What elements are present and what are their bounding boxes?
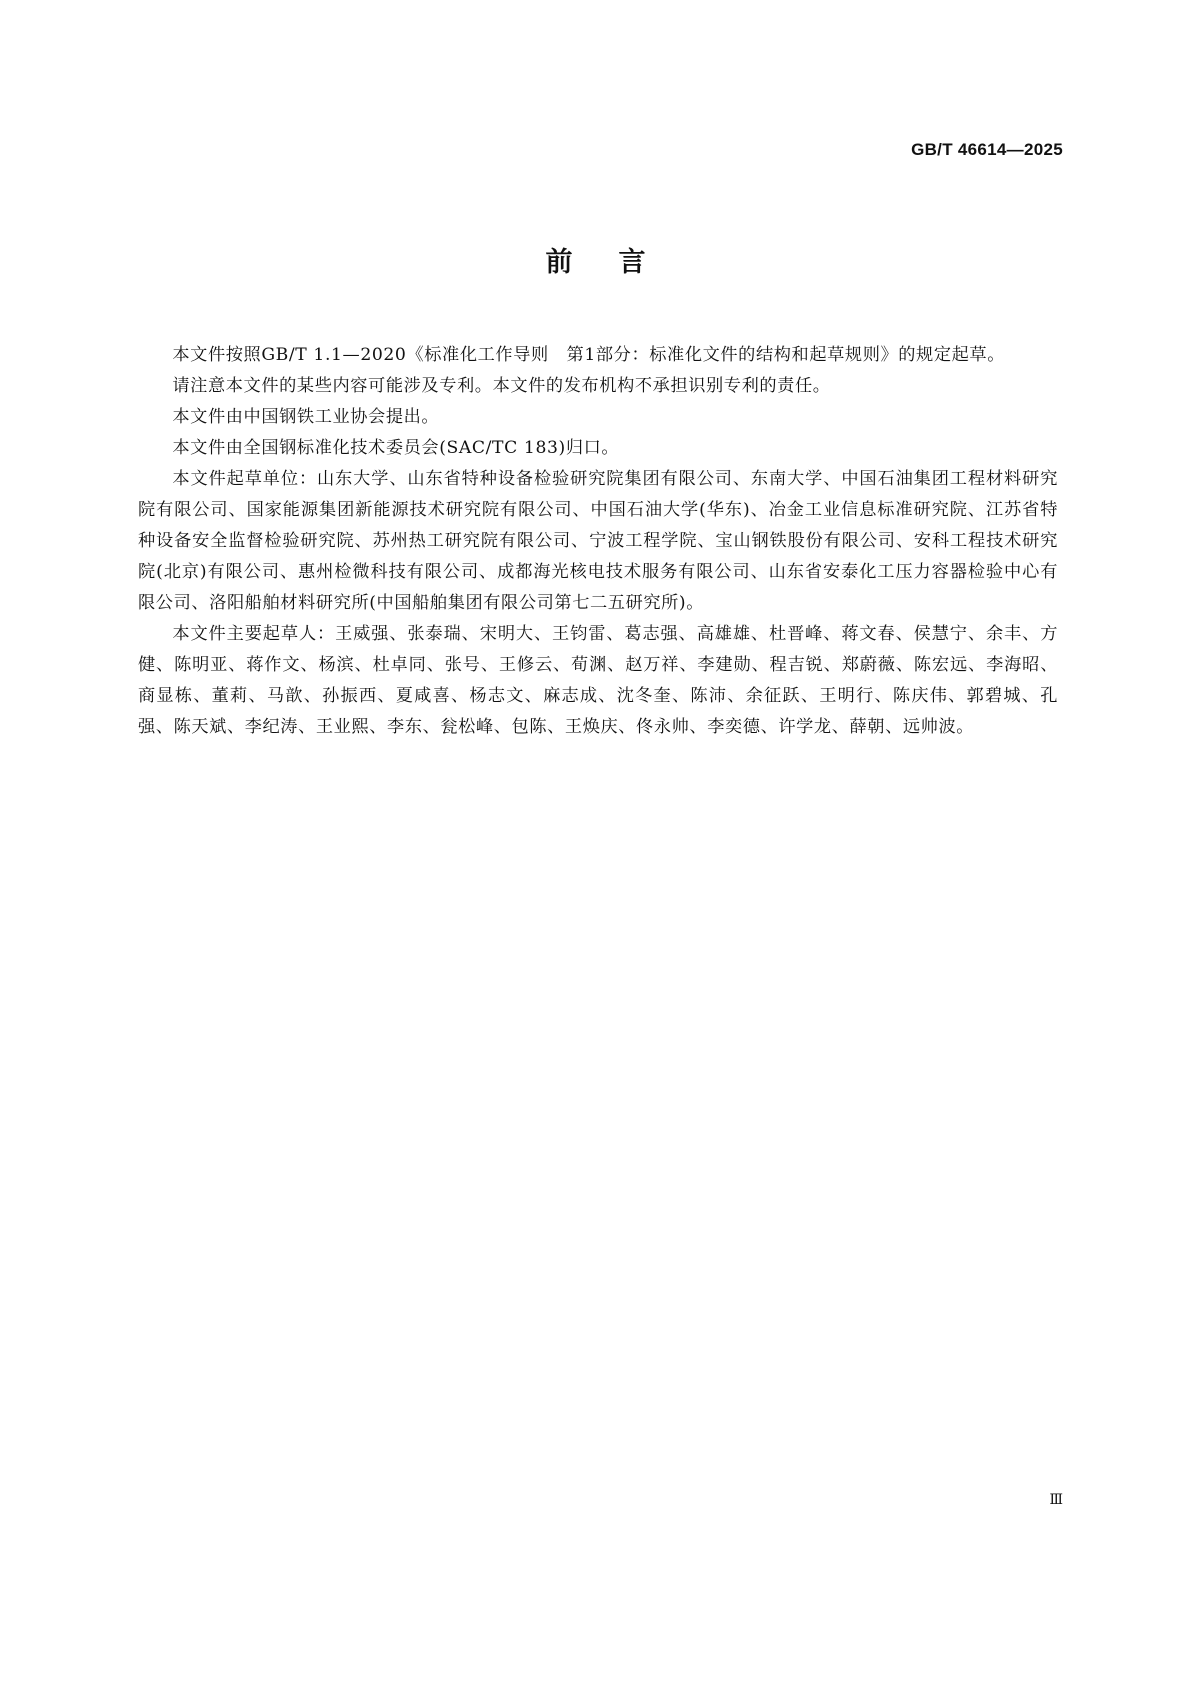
preface-body <box>138 340 1058 743</box>
paragraph-technical-committee: 本文件由全国钢标准化技术委员会(SAC/TC 183)归口。 <box>172 438 620 458</box>
paragraph-drafters: 本文件主要起草人：王威强、张泰瑞、宋明大、王钧雷、葛志强、高雄雄、杜晋峰、蒋文春、侯慧宁、余丰、方健、陈明亚、蒋作文、杨滨、杜卓同、张号、王修云、荀渊、赵万祥、李建勋、程吉锐、郑蔚薇、陈宏远、李海昭、商显栋、董莉、马歆、孙振西、夏咸喜、杨志文、麻志成、沈冬奎、陈沛、余征跃、王明行、陈庆伟、郭碧城、孔强、陈天斌、李纪涛、王业熙、李东、瓮松峰、包陈、王焕庆、佟永帅、李奕德、许学龙、薛朝、远帅波。 <box>138 624 1058 737</box>
paragraph-patent-notice: 请注意本文件的某些内容可能涉及专利。本文件的发布机构不承担识别专利的责任。 <box>172 376 831 396</box>
paragraph-proposer: 本文件由中国钢铁工业协会提出。 <box>172 407 440 427</box>
standard-number: GB/T 46614—2025 <box>911 140 1063 159</box>
page-number: Ⅲ <box>1049 1492 1063 1508</box>
page-title: 前言 <box>545 247 692 278</box>
paragraph-drafting-organizations: 本文件起草单位：山东大学、山东省特种设备检验研究院集团有限公司、东南大学、中国石油集团工程材料研究院有限公司、国家能源集团新能源技术研究院有限公司、中国石油大学(华东)、冶金工业信息标准研究院、江苏省特种设备安全监督检验研究院、苏州热工研究院有限公司、宁波工程学院、宝山钢铁股份有限公司、安科工程技术研究院(北京)有限公司、惠州检微科技有限公司、成都海光核电技术服务有限公司、山东省安泰化工压力容器检验中心有限公司、洛阳船舶材料研究所(中国船舶集团有限公司第七二五研究所)。 <box>138 469 1058 613</box>
paragraph-drafting-rule: 本文件按照GB/T 1.1—2020《标准化工作导则 第1部分：标准化文件的结构和起草规则》的规定起草。 <box>172 345 1005 365</box>
